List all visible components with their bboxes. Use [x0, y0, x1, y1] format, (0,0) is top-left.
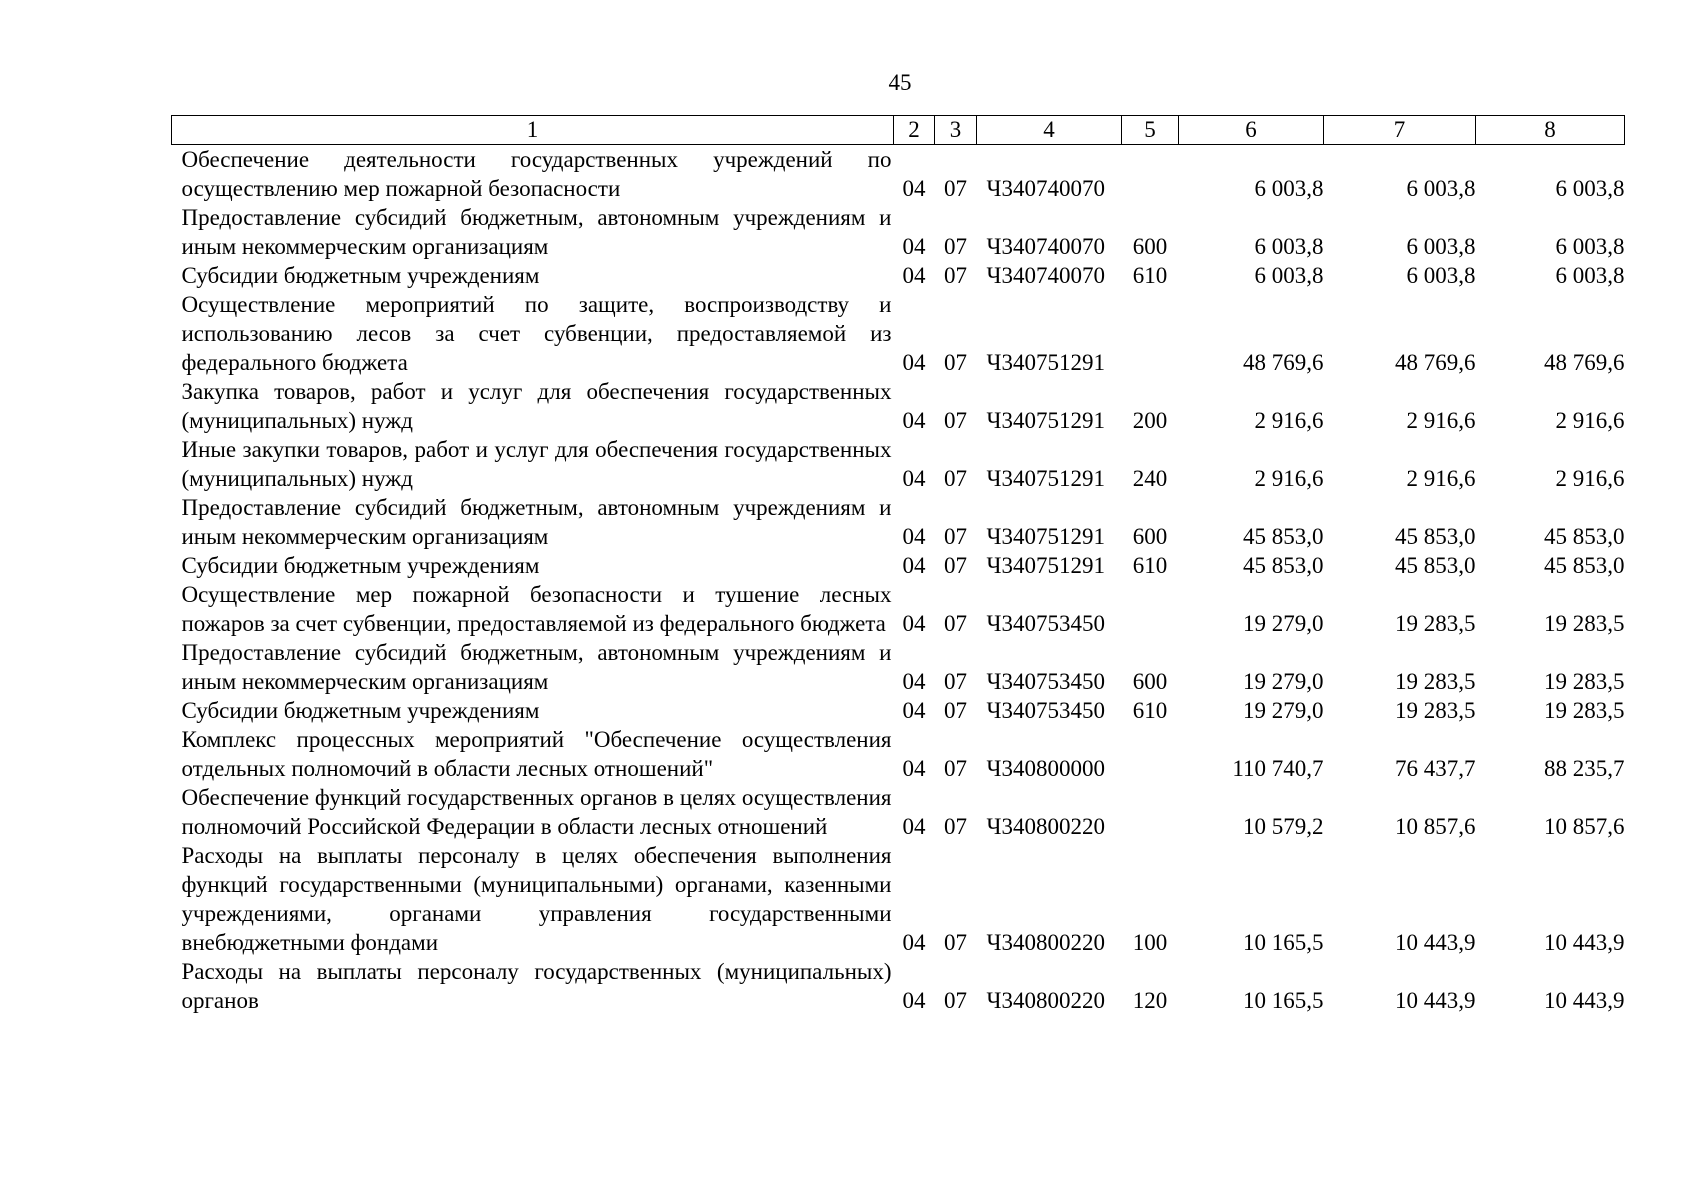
row-subsection: 07 [944, 408, 967, 433]
row-name: Осуществление мер пожарной безопасности и тушение лесных пожаров за счет субвенции, предоставляемой из федерального бюджета [181, 582, 892, 636]
header-row [172, 116, 1625, 145]
row-amount-col6: 2 916,6 [1254, 466, 1324, 491]
row-subsection: 07 [944, 988, 967, 1013]
row-subsection: 07 [944, 698, 967, 723]
header-col-6: 6 [1179, 116, 1324, 145]
row-name: Обеспечение деятельности государственных учреждений по осуществлению мер пожарной безопасности [181, 147, 892, 201]
row-amount-col8: 88 235,7 [1544, 756, 1625, 781]
row-name: Закупка товаров, работ и услуг для обеспечения государственных (муниципальных) нужд [181, 379, 892, 433]
budget-table [171, 115, 1625, 1015]
row-expense-type [1122, 290, 1179, 377]
row-section: 04 [902, 176, 926, 201]
row-subsection: 07 [944, 176, 967, 201]
table-row [172, 841, 1625, 957]
row-amount-col8: 2 916,6 [1555, 408, 1625, 433]
row-name: Комплекс процессных мероприятий "Обеспечение осуществления отдельных полномочий в области лесных отношений" [181, 727, 892, 781]
row-target-article: Ч340751291 [986, 350, 1105, 375]
row-section: 04 [902, 408, 926, 433]
row-amount-col6: 110 740,7 [1232, 756, 1324, 781]
row-section: 04 [902, 466, 926, 491]
row-amount-col6: 2 916,6 [1254, 408, 1324, 433]
row-amount-col7: 76 437,7 [1395, 756, 1476, 781]
row-name: Иные закупки товаров, работ и услуг для обеспечения государственных (муниципальных) нужд [181, 437, 892, 491]
row-amount-col6: 10 165,5 [1243, 988, 1324, 1013]
row-expense-type: 240 [1132, 466, 1168, 491]
row-expense-type [1122, 580, 1179, 638]
row-amount-col8: 45 853,0 [1544, 524, 1625, 549]
row-expense-type: 600 [1132, 234, 1168, 259]
row-amount-col8: 6 003,8 [1555, 234, 1625, 259]
row-amount-col6: 6 003,8 [1254, 234, 1324, 259]
row-target-article: Ч340800000 [986, 756, 1105, 781]
row-amount-col6: 10 579,2 [1243, 814, 1324, 839]
row-amount-col8: 19 283,5 [1544, 698, 1625, 723]
table-row [172, 580, 1625, 638]
row-subsection: 07 [944, 553, 967, 578]
row-section: 04 [902, 930, 926, 955]
row-amount-col8: 19 283,5 [1544, 669, 1625, 694]
table-body [172, 145, 1625, 1016]
row-amount-col8: 45 853,0 [1544, 553, 1625, 578]
row-expense-type: 610 [1132, 263, 1168, 288]
row-target-article: Ч340740070 [986, 176, 1105, 201]
row-name: Субсидии бюджетным учреждениям [181, 698, 540, 723]
row-name: Предоставление субсидий бюджетным, автономным учреждениям и иным некоммерческим организациям [181, 495, 892, 549]
row-subsection: 07 [944, 263, 967, 288]
table-row [172, 696, 1625, 725]
row-expense-type [1122, 783, 1179, 841]
row-amount-col7: 6 003,8 [1406, 263, 1476, 288]
row-amount-col8: 19 283,5 [1544, 611, 1625, 636]
row-expense-type: 610 [1132, 553, 1168, 578]
row-amount-col7: 6 003,8 [1406, 176, 1476, 201]
row-amount-col7: 45 853,0 [1395, 553, 1476, 578]
row-target-article: Ч340751291 [986, 553, 1105, 578]
table-row [172, 638, 1625, 696]
row-amount-col6: 19 279,0 [1243, 611, 1324, 636]
row-section: 04 [902, 350, 926, 375]
header-col-1: 1 [172, 116, 894, 145]
row-name: Осуществление мероприятий по защите, воспроизводству и использованию лесов за счет субвенции, предоставляемой из федерального бюджета [181, 292, 892, 375]
row-name: Расходы на выплаты персоналу государственных (муниципальных) органов [181, 959, 892, 1013]
row-section: 04 [902, 988, 926, 1013]
row-subsection: 07 [944, 350, 967, 375]
row-amount-col6: 6 003,8 [1254, 176, 1324, 201]
row-subsection: 07 [944, 611, 967, 636]
row-amount-col8: 10 443,9 [1544, 930, 1625, 955]
row-target-article: Ч340800220 [986, 814, 1105, 839]
table-row [172, 261, 1625, 290]
row-amount-col6: 45 853,0 [1243, 524, 1324, 549]
row-amount-col7: 10 857,6 [1395, 814, 1476, 839]
row-amount-col8: 10 857,6 [1544, 814, 1625, 839]
header-col-2: 2 [894, 116, 935, 145]
row-amount-col6: 10 165,5 [1243, 930, 1324, 955]
row-subsection: 07 [944, 466, 967, 491]
row-expense-type: 120 [1132, 988, 1168, 1013]
row-section: 04 [902, 669, 926, 694]
table-row [172, 377, 1625, 435]
row-amount-col7: 2 916,6 [1406, 408, 1476, 433]
row-amount-col6: 6 003,8 [1254, 263, 1324, 288]
row-amount-col6: 19 279,0 [1243, 698, 1324, 723]
row-section: 04 [902, 756, 926, 781]
row-expense-type: 600 [1132, 669, 1168, 694]
row-name: Расходы на выплаты персоналу в целях обеспечения выполнения функций государственными (муниципальными) органами, казенными учреждениями, органами управления государственными внебюджетными фондами [181, 843, 892, 955]
row-amount-col7: 19 283,5 [1395, 669, 1476, 694]
row-amount-col7: 2 916,6 [1406, 466, 1476, 491]
table-row [172, 290, 1625, 377]
header-col-5: 5 [1122, 116, 1179, 145]
row-name: Субсидии бюджетным учреждениям [181, 553, 540, 578]
table-row [172, 145, 1625, 204]
header-col-3: 3 [935, 116, 977, 145]
row-amount-col8: 48 769,6 [1544, 350, 1625, 375]
row-target-article: Ч340751291 [986, 408, 1105, 433]
row-section: 04 [902, 698, 926, 723]
table-row [172, 551, 1625, 580]
row-target-article: Ч340753450 [986, 611, 1105, 636]
row-amount-col8: 2 916,6 [1555, 466, 1625, 491]
header-col-7: 7 [1324, 116, 1476, 145]
row-amount-col8: 6 003,8 [1555, 263, 1625, 288]
header-col-4: 4 [977, 116, 1122, 145]
row-name: Предоставление субсидий бюджетным, автономным учреждениям и иным некоммерческим организациям [181, 640, 892, 694]
row-amount-col6: 45 853,0 [1243, 553, 1324, 578]
row-section: 04 [902, 553, 926, 578]
row-amount-col7: 48 769,6 [1395, 350, 1476, 375]
row-target-article: Ч340740070 [986, 263, 1105, 288]
row-section: 04 [902, 234, 926, 259]
row-amount-col7: 6 003,8 [1406, 234, 1476, 259]
row-section: 04 [902, 611, 926, 636]
row-name: Субсидии бюджетным учреждениям [181, 263, 540, 288]
row-expense-type [1122, 145, 1179, 204]
row-amount-col6: 48 769,6 [1243, 350, 1324, 375]
table-row [172, 725, 1625, 783]
page-number: 45 [888, 70, 912, 95]
row-expense-type: 610 [1132, 698, 1168, 723]
row-subsection: 07 [944, 234, 967, 259]
row-subsection: 07 [944, 814, 967, 839]
header-col-8: 8 [1476, 116, 1625, 145]
row-amount-col7: 19 283,5 [1395, 611, 1476, 636]
row-target-article: Ч340751291 [986, 466, 1105, 491]
row-section: 04 [902, 524, 926, 549]
table-row [172, 493, 1625, 551]
row-expense-type [1122, 725, 1179, 783]
row-target-article: Ч340753450 [986, 669, 1105, 694]
row-section: 04 [902, 814, 926, 839]
row-amount-col8: 6 003,8 [1555, 176, 1625, 201]
row-amount-col6: 19 279,0 [1243, 669, 1324, 694]
row-subsection: 07 [944, 669, 967, 694]
table-header [172, 116, 1625, 145]
row-amount-col7: 19 283,5 [1395, 698, 1476, 723]
row-target-article: Ч340751291 [986, 524, 1105, 549]
row-amount-col8: 10 443,9 [1544, 988, 1625, 1013]
row-target-article: Ч340753450 [986, 698, 1105, 723]
row-subsection: 07 [944, 756, 967, 781]
row-target-article: Ч340800220 [986, 988, 1105, 1013]
row-expense-type: 200 [1132, 408, 1168, 433]
row-target-article: Ч340800220 [986, 930, 1105, 955]
row-subsection: 07 [944, 930, 967, 955]
row-name: Обеспечение функций государственных органов в целях осуществления полномочий Российской Федерации в области лесных отношений [181, 785, 892, 839]
row-name: Предоставление субсидий бюджетным, автономным учреждениям и иным некоммерческим организациям [181, 205, 892, 259]
table-row [172, 957, 1625, 1015]
row-amount-col7: 10 443,9 [1395, 988, 1476, 1013]
table-row [172, 203, 1625, 261]
row-target-article: Ч340740070 [986, 234, 1105, 259]
row-amount-col7: 10 443,9 [1395, 930, 1476, 955]
row-amount-col7: 45 853,0 [1395, 524, 1476, 549]
row-expense-type: 100 [1132, 930, 1168, 955]
table-row [172, 435, 1625, 493]
row-section: 04 [902, 263, 926, 288]
row-subsection: 07 [944, 524, 967, 549]
row-expense-type: 600 [1132, 524, 1168, 549]
table-row [172, 783, 1625, 841]
